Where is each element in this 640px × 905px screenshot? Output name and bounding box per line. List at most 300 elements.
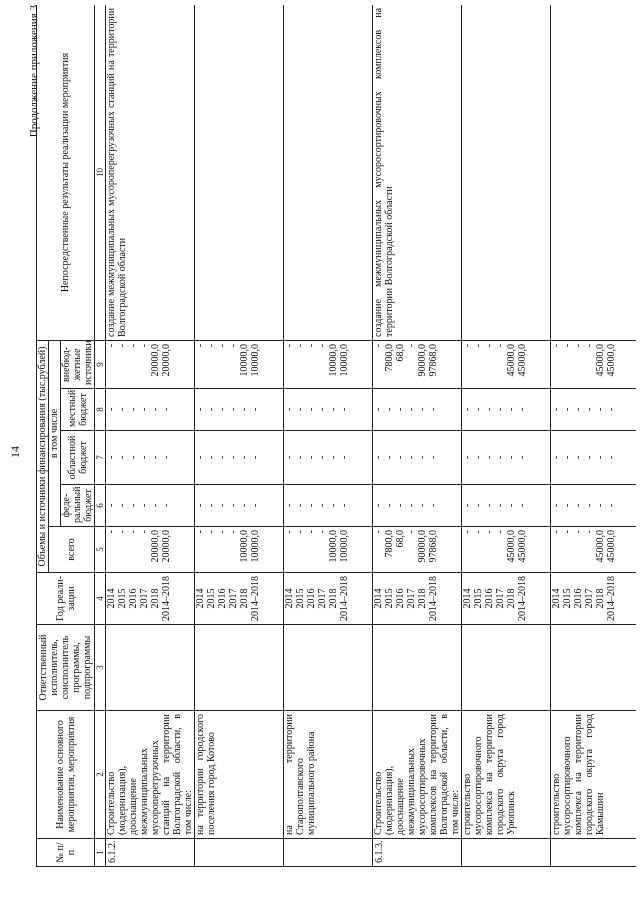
federal-value: - (428, 503, 439, 508)
local-value: - (217, 407, 228, 412)
year-cell (195, 573, 284, 625)
row-spacer (617, 344, 636, 385)
row-spacer (617, 530, 636, 569)
local-value: - (106, 407, 117, 412)
extrabudget-value: 45000,0 (595, 343, 606, 377)
header-extrabudget: внебюд-жетные источники (61, 340, 95, 388)
local-value: - (206, 407, 217, 412)
row-number (195, 839, 284, 867)
local-value: - (495, 407, 506, 412)
row-spacer (617, 488, 636, 523)
regional-value: - (117, 455, 128, 460)
row-spacer (261, 488, 283, 523)
extrabudget-value: 10000,0 (328, 343, 339, 377)
executor-cell (462, 625, 551, 711)
extrabudget-value: - (562, 343, 573, 348)
row-spacer (350, 344, 372, 385)
federal-value: - (206, 503, 217, 508)
total-cell (462, 527, 551, 573)
extrabudget-value: - (106, 343, 117, 348)
local-cell (195, 389, 284, 431)
extrabudget-cell (284, 340, 373, 388)
local-value: - (328, 407, 339, 412)
measure-name-cell (195, 711, 284, 839)
extrabudget-value: - (584, 343, 595, 348)
federal-value: - (551, 503, 562, 508)
total-value: - (117, 530, 128, 534)
local-cell (284, 389, 373, 431)
local-value: - (551, 407, 562, 412)
year-value: 2014–2018 (428, 576, 439, 621)
header-total: всего (49, 527, 95, 573)
total-value: 10000,0 (239, 530, 250, 563)
regional-value: - (339, 455, 350, 460)
local-value: - (250, 407, 261, 412)
extrabudget-value: - (317, 343, 328, 348)
result-cell: создание межмуниципальных мусороперегрузочных станций на территории Волгоградской области (106, 5, 195, 340)
total-value: 7800,0 (384, 530, 395, 558)
row-spacer (350, 434, 372, 481)
row-spacer (528, 344, 550, 385)
executor-cell (551, 625, 637, 711)
row-spacer (528, 488, 550, 523)
extrabudget-value: 45000,0 (606, 343, 617, 377)
extrabudget-value: 97868,0 (428, 343, 439, 377)
local-value: - (506, 407, 517, 412)
year-value: 2014 (195, 588, 206, 609)
federal-cell (284, 485, 373, 527)
row-spacer (439, 576, 461, 621)
total-value: - (206, 530, 217, 534)
row-spacer (528, 392, 550, 427)
local-value: - (384, 407, 395, 412)
row-spacer (528, 576, 550, 621)
total-cell (106, 527, 195, 573)
total-value: - (562, 530, 573, 534)
row-spacer (528, 434, 550, 481)
header-executor: Ответственный исполнитель, соисполнитель программы, подпрограммы (37, 625, 95, 711)
row-spacer (172, 488, 194, 523)
extrabudget-value: 20000,0 (161, 343, 172, 377)
federal-cell (373, 485, 462, 527)
regional-value: - (106, 455, 117, 460)
measure-name: строительство мусоросортировочного комплекса на территории городского округа город Камышин (551, 714, 606, 835)
year-value: 2014–2018 (250, 576, 261, 621)
regional-value: - (128, 455, 139, 460)
column-number: 1 (95, 839, 106, 867)
total-value: 20000,0 (150, 530, 161, 563)
year-value: 2018 (150, 588, 161, 609)
year-value: 2015 (384, 588, 395, 609)
regional-value: - (250, 455, 261, 460)
total-value: 10000,0 (250, 530, 261, 563)
regional-value: - (495, 455, 506, 460)
local-value: - (295, 407, 306, 412)
year-cell (373, 573, 462, 625)
extrabudget-value: 45000,0 (506, 343, 517, 377)
total-value: - (228, 530, 239, 534)
federal-value: - (317, 503, 328, 508)
regional-value: - (551, 455, 562, 460)
row-spacer (439, 392, 461, 427)
local-value: - (573, 407, 584, 412)
header-no: № п/п (37, 839, 95, 867)
local-value: - (473, 407, 484, 412)
regional-value: - (506, 455, 517, 460)
year-value: 2014–2018 (161, 576, 172, 621)
regional-value: - (239, 455, 250, 460)
regional-cell (284, 431, 373, 485)
local-value: - (562, 407, 573, 412)
header-year: Год реали-зации (37, 573, 95, 625)
extrabudget-value: 10000,0 (250, 343, 261, 377)
extrabudget-value: - (462, 343, 473, 348)
total-value: - (295, 530, 306, 534)
local-value: - (228, 407, 239, 412)
extrabudget-value: - (295, 343, 306, 348)
extrabudget-value: 20000,0 (150, 343, 161, 377)
year-value: 2016 (484, 588, 495, 609)
regional-value: - (595, 455, 606, 460)
local-value: - (195, 407, 206, 412)
year-value: 2015 (206, 588, 217, 609)
extrabudget-cell (462, 340, 551, 388)
total-value: 90000,0 (417, 530, 428, 563)
federal-value: - (406, 503, 417, 508)
column-number: 9 (95, 340, 106, 388)
total-value: 45000,0 (506, 530, 517, 563)
extrabudget-value: - (573, 343, 584, 348)
local-value: - (395, 407, 406, 412)
year-value: 2018 (595, 588, 606, 609)
page-header (4, 0, 40, 905)
total-value: - (284, 530, 295, 534)
regional-value: - (328, 455, 339, 460)
local-value: - (128, 407, 139, 412)
total-value: - (317, 530, 328, 534)
total-value: - (406, 530, 417, 534)
local-value: - (317, 407, 328, 412)
total-value: 97868,0 (428, 530, 439, 563)
year-value: 2014 (106, 588, 117, 609)
total-value: - (106, 530, 117, 534)
regional-value: - (206, 455, 217, 460)
total-value: 45000,0 (606, 530, 617, 563)
extrabudget-value: 68,0 (395, 343, 406, 362)
header-name: Наименование основного мероприятия, мероприятия (37, 711, 95, 839)
row-number (462, 839, 551, 867)
total-value: 45000,0 (517, 530, 528, 563)
year-value: 2017 (584, 588, 595, 609)
local-value: - (584, 407, 595, 412)
total-value: 10000,0 (328, 530, 339, 563)
row-spacer (350, 392, 372, 427)
extrabudget-value: - (195, 343, 206, 348)
year-value: 2018 (328, 588, 339, 609)
table-row (106, 5, 195, 867)
total-value: 10000,0 (339, 530, 350, 563)
total-value: - (551, 530, 562, 534)
row-spacer (350, 488, 372, 523)
row-spacer (439, 344, 461, 385)
column-number: 4 (95, 573, 106, 625)
federal-value: - (373, 503, 384, 508)
local-value: - (239, 407, 250, 412)
year-value: 2015 (473, 588, 484, 609)
total-value: - (484, 530, 495, 534)
regional-value: - (417, 455, 428, 460)
local-value: - (417, 407, 428, 412)
total-value: - (462, 530, 473, 534)
extrabudget-value: - (117, 343, 128, 348)
local-value: - (284, 407, 295, 412)
regional-value: - (384, 455, 395, 460)
year-value: 2018 (506, 588, 517, 609)
year-value: 2014 (373, 588, 384, 609)
regional-cell (373, 431, 462, 485)
regional-value: - (473, 455, 484, 460)
row-spacer (172, 344, 194, 385)
year-cell (106, 573, 195, 625)
year-value: 2018 (417, 588, 428, 609)
federal-cell (195, 485, 284, 527)
table-row (462, 5, 551, 867)
extrabudget-value: - (495, 343, 506, 348)
header-result: Непосредственные результаты реализации мероприятия (37, 5, 95, 340)
federal-value: - (384, 503, 395, 508)
row-spacer (261, 434, 283, 481)
header-local: местный бюджет (61, 389, 95, 431)
column-number: 10 (95, 5, 106, 340)
column-number: 8 (95, 389, 106, 431)
total-cell (373, 527, 462, 573)
federal-cell (462, 485, 551, 527)
federal-value: - (139, 503, 150, 508)
year-value: 2014 (551, 588, 562, 609)
extrabudget-value: - (306, 343, 317, 348)
total-value: - (495, 530, 506, 534)
local-value: - (139, 407, 150, 412)
row-spacer (172, 434, 194, 481)
extrabudget-cell (551, 340, 637, 388)
extrabudget-value: - (406, 343, 417, 348)
total-value: 45000,0 (595, 530, 606, 563)
regional-value: - (139, 455, 150, 460)
federal-cell (106, 485, 195, 527)
row-number: 6.1.2. (106, 839, 195, 867)
measure-name-cell (462, 711, 551, 839)
federal-value: - (506, 503, 517, 508)
federal-value: - (495, 503, 506, 508)
regional-value: - (217, 455, 228, 460)
local-cell (373, 389, 462, 431)
federal-value: - (284, 503, 295, 508)
total-value: - (195, 530, 206, 534)
row-number: 6.1.3. (373, 839, 462, 867)
federal-value: - (395, 503, 406, 508)
federal-value: - (150, 503, 161, 508)
regional-cell (551, 431, 637, 485)
regional-value: - (517, 455, 528, 460)
federal-value: - (295, 503, 306, 508)
federal-value: - (228, 503, 239, 508)
extrabudget-value: - (484, 343, 495, 348)
regional-value: - (428, 455, 439, 460)
extrabudget-value: - (139, 343, 150, 348)
local-value: - (595, 407, 606, 412)
column-number: 5 (95, 527, 106, 573)
regional-value: - (195, 455, 206, 460)
extrabudget-value: 45000,0 (517, 343, 528, 377)
year-value: 2017 (495, 588, 506, 609)
federal-value: - (584, 503, 595, 508)
year-value: 2017 (317, 588, 328, 609)
year-value: 2017 (139, 588, 150, 609)
federal-value: - (517, 503, 528, 508)
local-cell (462, 389, 551, 431)
year-value: 2016 (217, 588, 228, 609)
federal-value: - (606, 503, 617, 508)
header-funding-group: Объемы и источники финансирования (тыс.рублей) (37, 340, 49, 572)
row-spacer (261, 530, 283, 569)
federal-value: - (106, 503, 117, 508)
federal-value: - (417, 503, 428, 508)
column-number: 2 (95, 711, 106, 839)
row-number (551, 839, 637, 867)
year-value: 2016 (128, 588, 139, 609)
year-value: 2014–2018 (606, 576, 617, 621)
year-cell (551, 573, 637, 625)
local-value: - (161, 407, 172, 412)
extrabudget-value: - (128, 343, 139, 348)
total-value: 68,0 (395, 530, 406, 548)
year-value: 2015 (295, 588, 306, 609)
regional-cell (106, 431, 195, 485)
local-cell (551, 389, 637, 431)
year-value: 2014 (284, 588, 295, 609)
total-value: - (217, 530, 228, 534)
regional-value: - (284, 455, 295, 460)
year-value: 2016 (306, 588, 317, 609)
total-value: - (373, 530, 384, 534)
measure-name: строительство мусоросортировочного комплекса на территории городского округа город Урюпинск (462, 714, 517, 835)
row-spacer (172, 530, 194, 569)
measure-name: Строительство (модернизация), дооснащение межмуниципальных мусоросортировочных комплексов на территории Волгоградской области, в том числе: (373, 714, 461, 835)
table-row (551, 5, 637, 867)
row-spacer (261, 576, 283, 621)
extrabudget-value: 7800,0 (384, 343, 395, 372)
measure-name-cell (551, 711, 637, 839)
total-value: - (473, 530, 484, 534)
federal-value: - (339, 503, 350, 508)
year-value: 2017 (228, 588, 239, 609)
row-spacer (261, 392, 283, 427)
row-spacer (439, 488, 461, 523)
table-row (195, 5, 284, 867)
total-value: - (139, 530, 150, 534)
local-value: - (339, 407, 350, 412)
extrabudget-cell (195, 340, 284, 388)
regional-value: - (406, 455, 417, 460)
row-spacer (528, 530, 550, 569)
regional-value: - (573, 455, 584, 460)
regional-cell (462, 431, 551, 485)
federal-value: - (306, 503, 317, 508)
total-value: - (128, 530, 139, 534)
federal-value: - (217, 503, 228, 508)
regional-value: - (295, 455, 306, 460)
year-value: 2015 (562, 588, 573, 609)
column-number: 3 (95, 625, 106, 711)
federal-value: - (473, 503, 484, 508)
row-spacer (617, 392, 636, 427)
local-value: - (606, 407, 617, 412)
federal-value: - (328, 503, 339, 508)
year-value: 2017 (406, 588, 417, 609)
total-cell (551, 527, 637, 573)
row-spacer (439, 530, 461, 569)
year-value: 2016 (395, 588, 406, 609)
federal-value: - (484, 503, 495, 508)
row-spacer (350, 530, 372, 569)
result-cell (462, 5, 551, 340)
local-value: - (462, 407, 473, 412)
header-federal: феде-ральный бюджет (61, 485, 95, 527)
funding-table (36, 5, 636, 867)
extrabudget-value: - (228, 343, 239, 348)
regional-value: - (228, 455, 239, 460)
measure-name-cell (284, 711, 373, 839)
year-cell (284, 573, 373, 625)
regional-cell (195, 431, 284, 485)
table-body (106, 5, 637, 867)
regional-value: - (462, 455, 473, 460)
regional-value: - (306, 455, 317, 460)
regional-value: - (484, 455, 495, 460)
row-number (284, 839, 373, 867)
extrabudget-value: - (284, 343, 295, 348)
column-number: 7 (95, 431, 106, 485)
total-value: - (584, 530, 595, 534)
executor-cell (106, 625, 195, 711)
federal-value: - (462, 503, 473, 508)
local-value: - (117, 407, 128, 412)
regional-value: - (606, 455, 617, 460)
regional-value: - (373, 455, 384, 460)
column-number-row (95, 5, 106, 867)
continuation-label: Продолжение приложения 3 (28, 5, 40, 138)
total-cell (195, 527, 284, 573)
year-value: 2014 (462, 588, 473, 609)
extrabudget-cell (106, 340, 195, 388)
row-spacer (617, 434, 636, 481)
row-spacer (261, 344, 283, 385)
header-in-that-number: в том числе (49, 340, 61, 526)
year-value: 2014–2018 (517, 576, 528, 621)
row-spacer (172, 392, 194, 427)
extrabudget-value: - (473, 343, 484, 348)
regional-value: - (150, 455, 161, 460)
row-spacer (172, 576, 194, 621)
table-frame (36, 5, 636, 867)
local-cell (106, 389, 195, 431)
total-value: 20000,0 (161, 530, 172, 563)
measure-name: на территории городского поселения город Котово (195, 714, 217, 835)
extrabudget-value: - (217, 343, 228, 348)
measure-name: на территории Старополтавского муниципального района (284, 714, 317, 835)
federal-value: - (195, 503, 206, 508)
header-regional: областной бюджет (61, 431, 95, 485)
